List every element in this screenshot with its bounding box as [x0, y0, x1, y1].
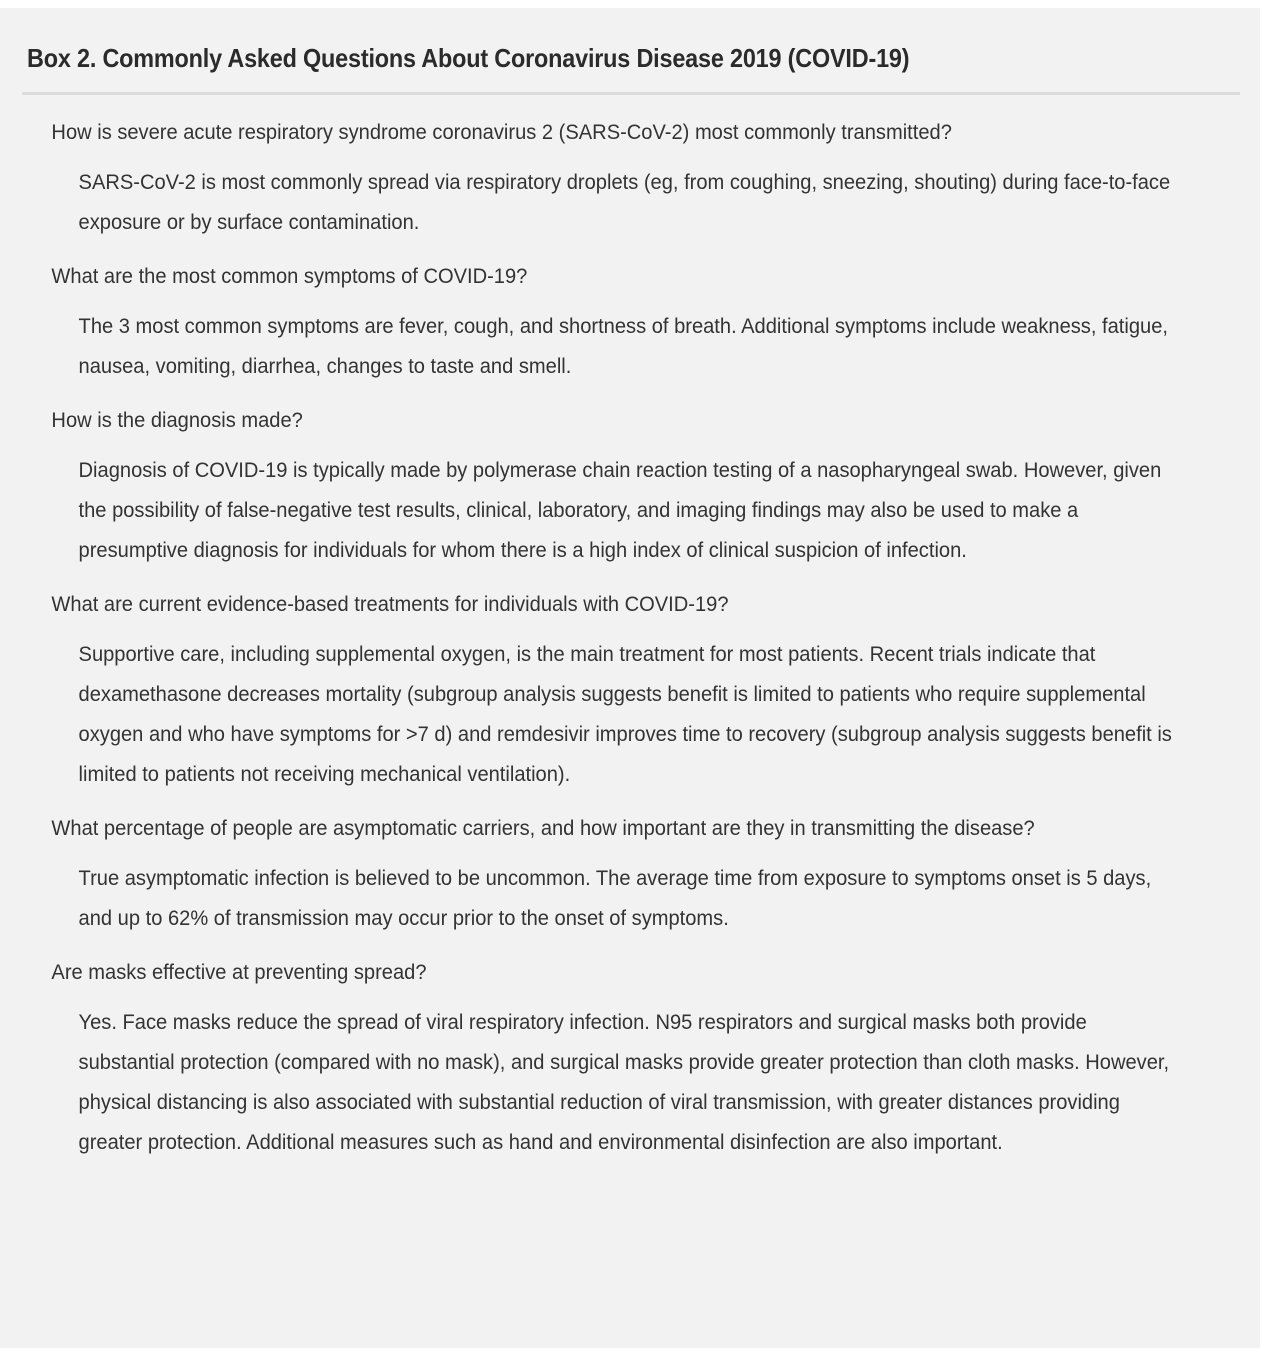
answer-text: Supportive care, including supplemental oxygen, is the main treatment for most patients. Recent trials indicate that dexamethasone decreases mortality (subgroup analysis suggests benefit is limited to patients who require supplemental oxygen and who have symptoms for >7 d) and remdesivir improves time to recovery (subgroup analysis suggests benefit is limited to patients not receiving mechanical ventilation).: [78, 642, 1172, 786]
answer-text: True asymptomatic infection is believed to be uncommon. The average time from exposure to symptoms onset is 5 days, and up to 62% of transmission may occur prior to the onset of symptoms.: [78, 866, 1152, 930]
answer-text: The 3 most common symptoms are fever, cough, and shortness of breath. Additional symptoms include weakness, fatigue, nausea, vomiting, diarrhea, changes to taste and smell.: [78, 314, 1168, 378]
qa-item: [0, 112, 1260, 242]
answer-text: Diagnosis of COVID-19 is typically made by polymerase chain reaction testing of a nasopharyngeal swab. However, given the possibility of false-negative test results, clinical, laboratory, and imaging findings may also be used to make a presumptive diagnosis for individuals for whom there is a high index of clinical suspicion of infection.: [78, 458, 1162, 562]
qa-list: [0, 112, 1260, 1176]
box-panel: [0, 8, 1260, 1348]
qa-item: [0, 400, 1260, 570]
answer-text: Yes. Face masks reduce the spread of viral respiratory infection. N95 respirators and surgical masks both provide substantial protection (compared with no mask), and surgical masks provide greater protection than cloth masks. However, physical distancing is also associated with substantial reduction of viral transmission, with greater distances providing greater protection. Additional measures such as hand and environmental disinfection are also important.: [78, 1010, 1170, 1154]
title-divider: [22, 92, 1240, 95]
question-text: What are the most common symptoms of COVID-19?: [51, 264, 528, 288]
qa-item: [0, 952, 1260, 1162]
box-title: Box 2. Commonly Asked Questions About Coronavirus Disease 2019 (COVID-19): [27, 43, 910, 73]
question-text: What are current evidence-based treatments for individuals with COVID-19?: [51, 592, 729, 616]
question-text: What percentage of people are asymptomatic carriers, and how important are they in transmitting the disease?: [51, 816, 1035, 840]
question-text: How is severe acute respiratory syndrome coronavirus 2 (SARS-CoV-2) most commonly transmitted?: [51, 120, 952, 144]
qa-item: [0, 808, 1260, 938]
question-text: How is the diagnosis made?: [51, 408, 303, 432]
qa-item: [0, 584, 1260, 794]
qa-item: [0, 256, 1260, 386]
answer-text: SARS-CoV-2 is most commonly spread via respiratory droplets (eg, from coughing, sneezing, shouting) during face-to-face exposure or by surface contamination.: [78, 170, 1171, 234]
question-text: Are masks effective at preventing spread?: [51, 960, 427, 984]
